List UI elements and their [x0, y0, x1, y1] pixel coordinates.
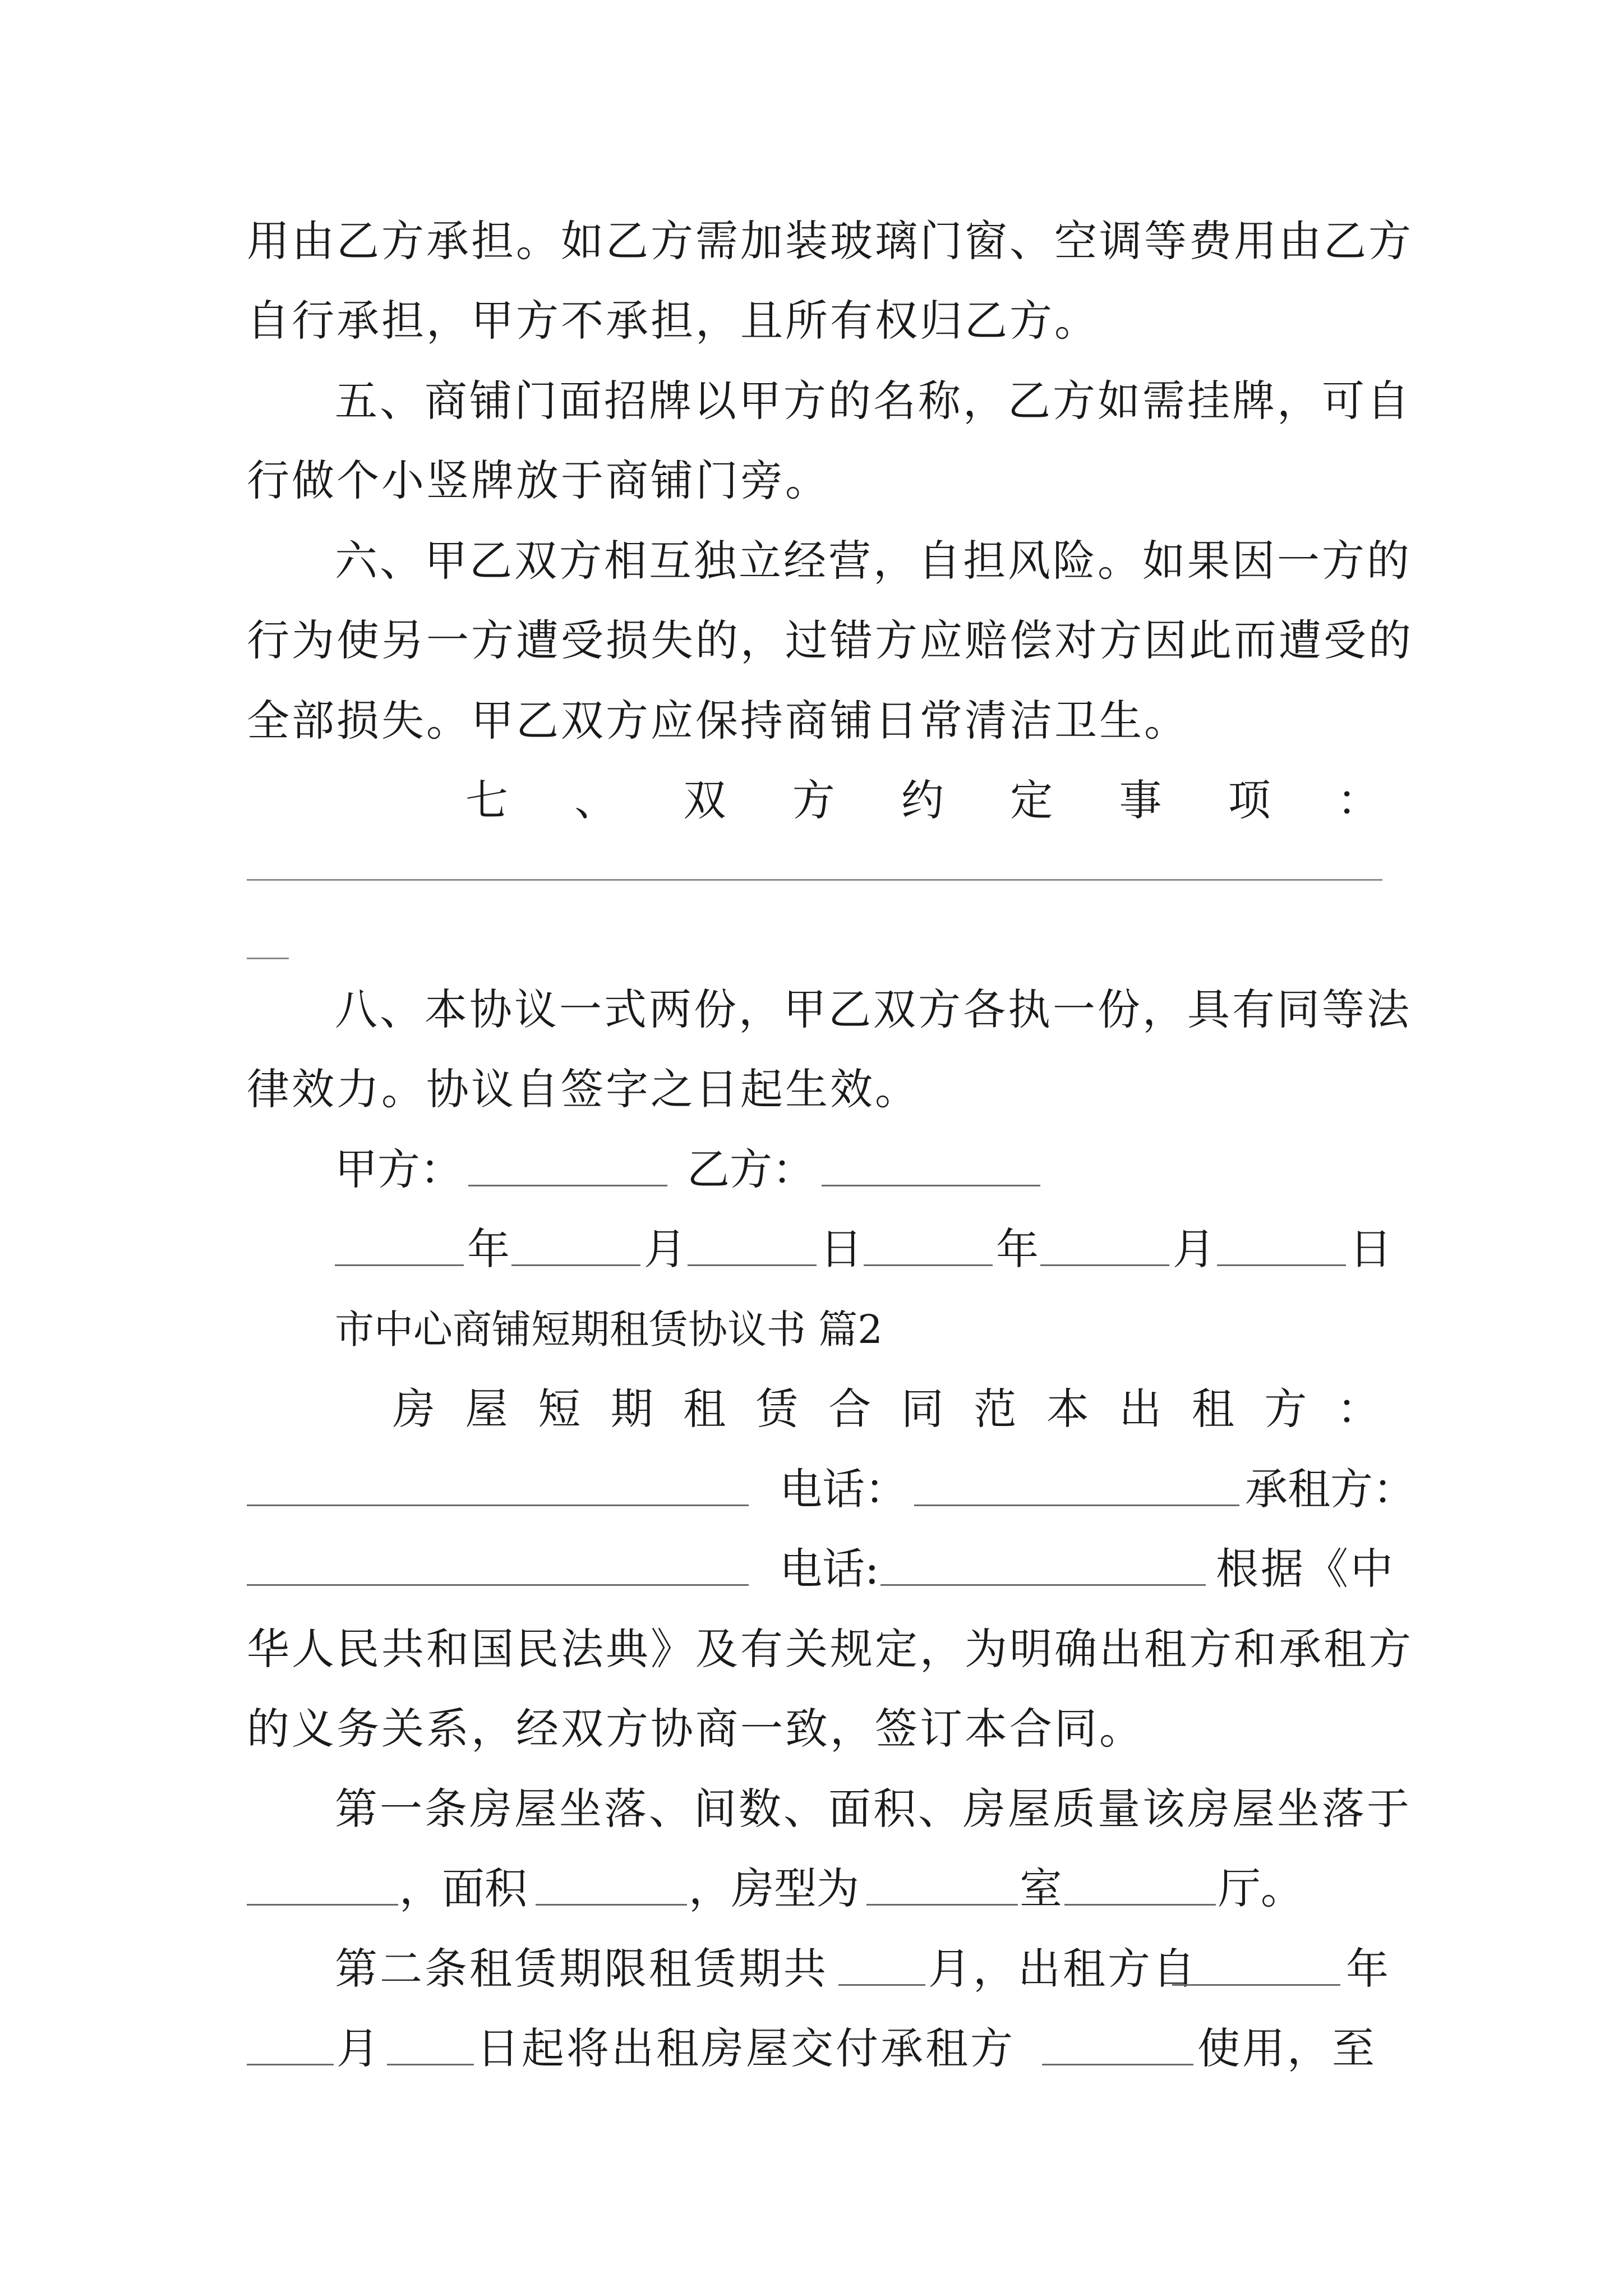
article1-fill-line — [0, 1858, 1623, 1920]
paragraph-line — [0, 610, 1623, 671]
year-blank — [335, 1264, 464, 1266]
day-label: 日 — [820, 1224, 863, 1274]
heading-char: 事 — [1119, 775, 1162, 825]
heading-char: 约 — [901, 775, 944, 825]
phone-blank — [880, 1584, 1206, 1586]
text: 使用，至 — [1197, 2023, 1377, 2073]
heading-char: 方 — [1264, 1384, 1307, 1434]
year-label: 年 — [467, 1224, 510, 1274]
lessee-label: 承租方： — [1245, 1464, 1415, 1514]
year-label: 年 — [996, 1224, 1039, 1274]
text: 行做个小竖牌放于商铺门旁。 — [247, 455, 830, 505]
lessor-blank — [247, 1504, 749, 1506]
phone-blank — [914, 1504, 1239, 1506]
heading-char: 定 — [1010, 775, 1053, 825]
date-line — [0, 1218, 1623, 1280]
blank-agreement-line-tail — [247, 958, 289, 959]
text: 华人民共和国民法典》及有关规定，为明确出租方和承租方 — [247, 1624, 1413, 1674]
paragraph-line — [0, 210, 1623, 272]
heading-char: 本 — [1046, 1384, 1089, 1434]
heading-char: 范 — [974, 1384, 1017, 1434]
day-blank — [688, 1264, 817, 1266]
location-blank — [247, 1904, 398, 1906]
text: 全部损失。甲乙双方应保持商铺日常清洁卫生。 — [247, 696, 1189, 746]
heading-char: 屋 — [465, 1384, 508, 1434]
heading-char: 赁 — [755, 1384, 799, 1434]
month-label: 月 — [1173, 1224, 1215, 1274]
paragraph-line — [0, 370, 1623, 432]
phone-label: 电话： — [780, 1464, 907, 1514]
text: 第一条房屋坐落、间数、面积、房屋质量该房屋坐落于 — [335, 1784, 1412, 1834]
text: 自行承担，甲方不承担，且所有权归乙方。 — [247, 296, 1099, 346]
text: 六、甲乙双方相互独立经营，自担风险。如果因一方的 — [335, 536, 1412, 586]
contract-heading — [0, 1378, 1623, 1440]
year-blank — [864, 1264, 993, 1266]
phone-label: 电话: — [780, 1544, 879, 1594]
room-label: 室 — [1020, 1864, 1062, 1913]
text: 五、商铺门面招牌以甲方的名称，乙方如需挂牌，可自 — [335, 376, 1412, 426]
section-title — [0, 1299, 1623, 1360]
heading-char: 项 — [1228, 775, 1271, 825]
heading-char: 合 — [828, 1384, 872, 1434]
party-a-blank — [468, 1185, 667, 1186]
heading-char: 、 — [574, 775, 617, 825]
heading-char: 房 — [393, 1384, 435, 1434]
hall-label: 厅。 — [1218, 1864, 1303, 1913]
text: 月，出租方自 — [928, 1944, 1197, 1994]
paragraph-line — [0, 1059, 1623, 1120]
type-label: ，房型为 — [689, 1864, 859, 1913]
paragraph-line — [0, 290, 1623, 352]
start-month-blank — [247, 2064, 334, 2065]
lessee-blank — [247, 1584, 749, 1586]
heading-char: 同 — [901, 1384, 944, 1434]
paragraph-line — [0, 979, 1623, 1041]
text: 行为使另一方遭受损失的，过错方应赔偿对方因此而遭受的 — [247, 615, 1413, 665]
room-blank — [866, 1904, 1018, 1906]
heading-char: 方 — [792, 775, 835, 825]
month-label: 月 — [336, 2023, 379, 2073]
section-heading-seven — [0, 770, 1623, 831]
year-label: 年 — [1346, 1944, 1389, 1994]
article2-line — [0, 1938, 1623, 2000]
text: 用由乙方承担。如乙方需加装玻璃门窗、空调等费用由乙方 — [247, 216, 1413, 266]
start-day-blank — [387, 2064, 474, 2065]
blank-agreement-line — [247, 879, 1382, 881]
paragraph-line — [0, 450, 1623, 512]
paragraph-line — [0, 1778, 1623, 1840]
text: 的义务关系，经双方协商一致，签订本合同。 — [247, 1704, 1144, 1754]
months-blank — [838, 1984, 925, 1986]
heading-char: 出 — [1119, 1384, 1162, 1434]
use-blank — [1042, 2064, 1193, 2065]
area-label: ，面积 — [399, 1864, 527, 1913]
title-text: 市中心商铺短期租赁协议书 篇2 — [335, 1306, 883, 1352]
heading-char: 期 — [610, 1384, 653, 1434]
month-blank — [511, 1264, 640, 1266]
hall-blank — [1064, 1904, 1216, 1906]
heading-char: 七 — [465, 775, 508, 825]
paragraph-line — [0, 1618, 1623, 1680]
text: 八、本协议一式两份，甲乙双方各执一份，具有同等法 — [335, 984, 1412, 1034]
text: 日起将出租房屋交付承租方 — [477, 2023, 1015, 2073]
day-label: 日 — [1349, 1224, 1392, 1274]
heading-char: 租 — [1191, 1384, 1234, 1434]
text: 第二条租赁期限租赁期共 — [335, 1944, 828, 1994]
heading-char: 短 — [538, 1384, 581, 1434]
area-blank — [536, 1904, 687, 1906]
article2-line-cont — [0, 2018, 1623, 2079]
heading-char: ： — [1337, 775, 1380, 825]
month-label: 月 — [644, 1224, 686, 1274]
start-year-blank — [1172, 1984, 1340, 1986]
signature-line — [0, 1139, 1623, 1200]
party-b-label: 乙方： — [687, 1144, 815, 1194]
party-b-blank — [822, 1185, 1040, 1186]
heading-char: 租 — [683, 1384, 726, 1434]
heading-char: 双 — [683, 775, 726, 825]
text: 律效力。协议自签字之日起生效。 — [247, 1064, 920, 1114]
day-blank — [1217, 1264, 1346, 1266]
party-a-label: 甲方： — [335, 1144, 463, 1194]
text: 根据《中 — [1216, 1544, 1395, 1594]
paragraph-line — [0, 530, 1623, 592]
paragraph-line — [0, 1698, 1623, 1760]
lessee-line — [0, 1538, 1623, 1600]
month-blank — [1040, 1264, 1169, 1266]
paragraph-line — [0, 690, 1623, 752]
heading-char: ： — [1336, 1384, 1380, 1434]
lessor-line — [0, 1458, 1623, 1520]
